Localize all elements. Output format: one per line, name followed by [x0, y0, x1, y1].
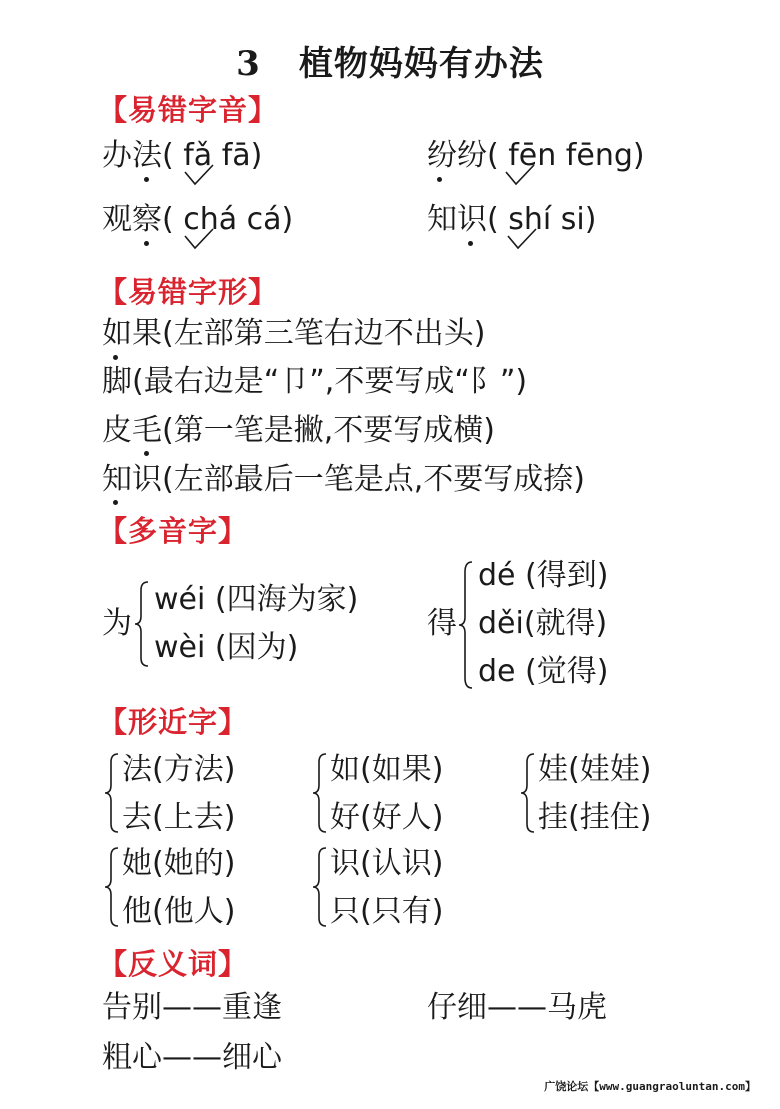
lesson-title: 植物妈妈有办法: [298, 44, 544, 84]
similar-item: 只(只有): [330, 894, 444, 929]
antonym-pair: 告别——重逢: [102, 990, 282, 1025]
check-mark-icon: [184, 164, 214, 186]
similar-item: 挂(挂住): [538, 800, 652, 835]
section-heading-similar: 【形近字】: [98, 705, 249, 739]
polyphone-reading: dé (得到): [478, 558, 609, 593]
similar-item: 娃(娃娃): [538, 752, 652, 787]
emphasis-dot: [144, 177, 149, 182]
brace-icon: [104, 846, 120, 928]
similar-item: 去(上去): [122, 800, 236, 835]
emphasis-dot: [113, 500, 118, 505]
section-heading-antonym: 【反义词】: [98, 947, 249, 981]
polyphone-reading: děi(就得): [478, 606, 608, 641]
similar-item: 识(认识): [330, 846, 444, 881]
footer-watermark: 广饶论坛【www.guangraoluntan.com】: [544, 1080, 756, 1093]
pronunciation-word: 办法: [102, 138, 162, 173]
check-mark-icon: [505, 164, 535, 186]
similar-item: 法(方法): [122, 752, 236, 787]
page-title: [0, 36, 780, 85]
emphasis-dot: [437, 177, 442, 182]
polyphone-reading: de (觉得): [478, 654, 609, 689]
pronunciation-word: 观察: [102, 202, 162, 237]
similar-item: 她(她的): [122, 846, 236, 881]
polyphone-reading: wéi (四海为家): [154, 582, 359, 617]
polyphone-reading: wèi (因为): [154, 630, 299, 665]
similar-item: 如(如果): [330, 752, 444, 787]
section-heading-polyphone: 【多音字】: [98, 514, 249, 548]
antonym-pair: 仔细——马虎: [427, 990, 607, 1025]
emphasis-dot: [144, 241, 149, 246]
pronunciation-options: ( shí si): [487, 202, 597, 237]
polyphone-char: 为: [102, 606, 132, 641]
lesson-number: 3: [236, 44, 261, 84]
shape-item: 皮毛(第一笔是撇,不要写成横): [102, 413, 495, 448]
section-heading-shape: 【易错字形】: [98, 275, 279, 309]
brace-icon: [134, 580, 150, 668]
polyphone-char: 得: [427, 606, 457, 641]
emphasis-dot: [468, 241, 473, 246]
pronunciation-options: ( fǎ fā): [162, 138, 263, 173]
pronunciation-item: [427, 138, 645, 174]
emphasis-dot: [113, 355, 118, 360]
pronunciation-options: ( chá cá): [162, 202, 294, 237]
pronunciation-word: 知识: [427, 202, 487, 237]
pronunciation-item: [102, 138, 262, 174]
section-heading-pronunciation: 【易错字音】: [98, 93, 279, 127]
emphasis-dot: [144, 451, 149, 456]
brace-icon: [312, 752, 328, 834]
similar-item: 好(好人): [330, 800, 444, 835]
shape-item: 如果(左部第三笔右边不出头): [102, 316, 486, 351]
shape-item: 脚(最右边是“卩”,不要写成“阝”): [102, 364, 528, 399]
check-mark-icon: [184, 228, 214, 250]
pronunciation-options: ( fēn fēng): [487, 138, 645, 173]
brace-icon: [312, 846, 328, 928]
brace-icon: [458, 560, 474, 690]
check-mark-icon: [507, 228, 537, 250]
shape-item: 知识(左部最后一笔是点,不要写成捺): [102, 462, 585, 497]
pronunciation-word: 纷纷: [427, 138, 487, 173]
brace-icon: [104, 752, 120, 834]
brace-icon: [520, 752, 536, 834]
similar-item: 他(他人): [122, 894, 236, 929]
antonym-pair: 粗心——细心: [102, 1040, 282, 1075]
